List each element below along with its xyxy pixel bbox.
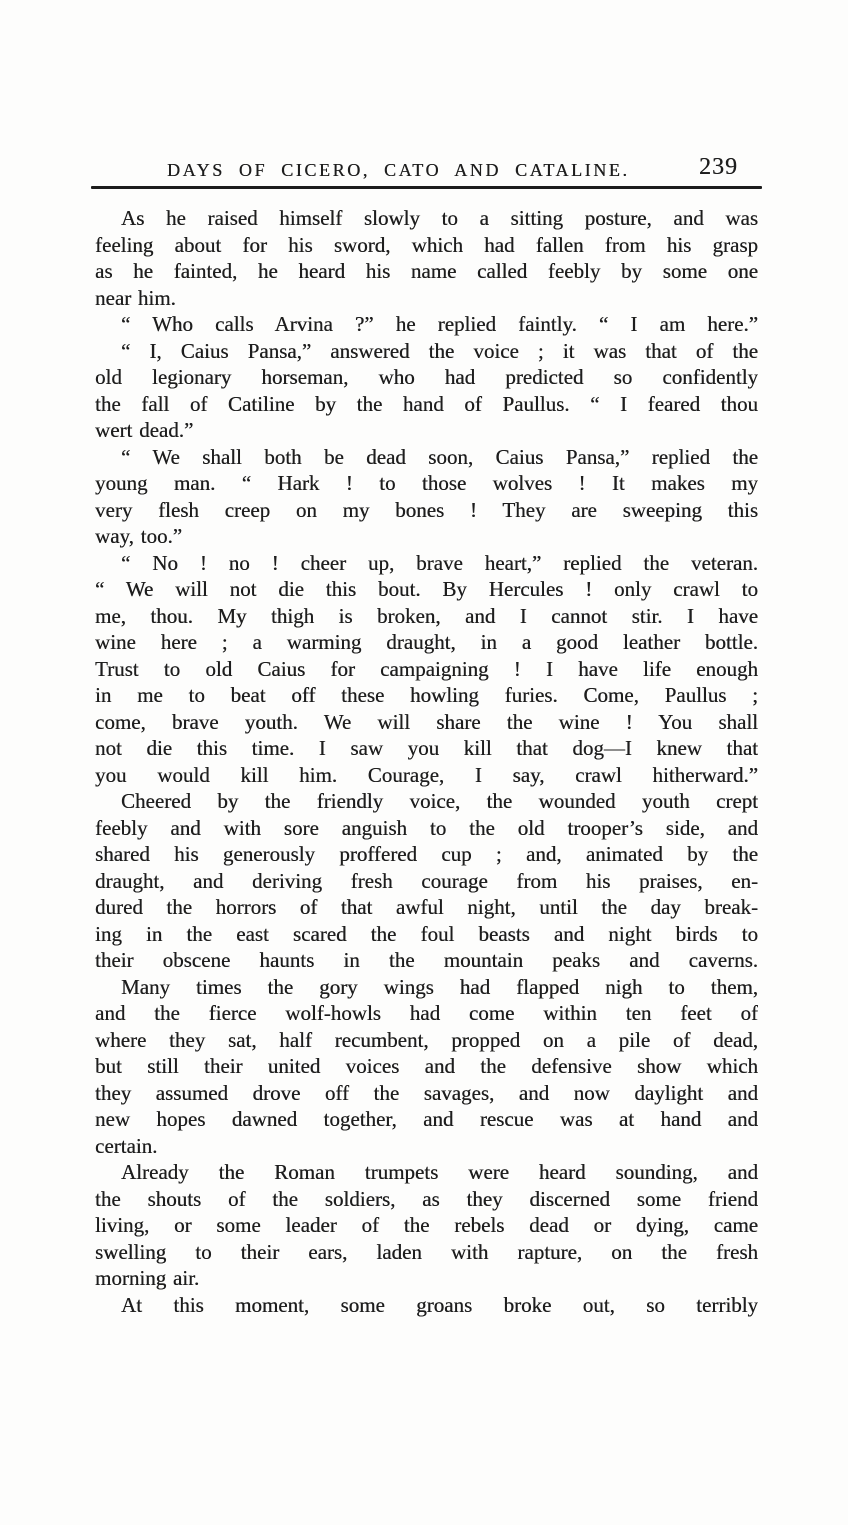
text-line: “ No ! no ! cheer up, brave heart,” replied the veteran. (121, 550, 758, 575)
paragraph (95, 338, 758, 444)
text-line: “ We shall both be dead soon, Caius Pansa,” replied the (121, 444, 758, 469)
text-line: they assumed drove off the savages, and now daylight and (95, 1080, 758, 1105)
text-line: ing in the east scared the foul beasts and night birds to (95, 921, 758, 946)
text-line: come, brave youth. We will share the wine ! You shall (95, 709, 758, 734)
page-number: 239 (699, 154, 738, 180)
text-line: Cheered by the friendly voice, the wounded youth crept (121, 789, 758, 813)
text-line: way, too.” (95, 524, 183, 548)
text-line: in me to beat off these howling furies. Come, Paullus ; (95, 683, 758, 707)
paragraph (95, 1159, 758, 1292)
page-body (95, 205, 758, 1318)
text-line: feebly and with sore anguish to the old trooper’s side, and (95, 815, 758, 840)
text-line: not die this time. I saw you kill that dog—I knew that (95, 736, 758, 760)
text-line: “ Who calls Arvina ?” he replied faintly. “ I am here.” (121, 312, 758, 336)
header-rule (91, 186, 762, 189)
text-line: their obscene haunts in the mountain peaks and caverns. (95, 948, 758, 972)
paragraph (95, 444, 758, 550)
page-header (95, 153, 758, 186)
text-line: Trust to old Caius for campaigning ! I have life enough (95, 656, 758, 681)
text-line: swelling to their ears, laden with rapture, on the fresh (95, 1239, 758, 1264)
text-line: dured the horrors of that awful night, until the day break- (95, 895, 758, 919)
paragraph (95, 550, 758, 789)
paragraph (95, 311, 758, 338)
text-line: as he fainted, he heard his name called feebly by some one (95, 259, 758, 283)
text-line: draught, and deriving fresh courage from his praises, en- (95, 868, 758, 893)
paragraph (95, 205, 758, 311)
paragraph (95, 788, 758, 974)
text-line: old legionary horseman, who had predicted so confidently (95, 365, 758, 389)
text-line: and the fierce wolf-howls had come within ten feet of (95, 1001, 758, 1025)
text-line: near him. (95, 285, 176, 310)
text-line: certain. (95, 1133, 158, 1158)
text-line: the fall of Catiline by the hand of Paullus. “ I feared thou (95, 391, 758, 416)
paragraph (95, 974, 758, 1160)
text-line: young man. “ Hark ! to those wolves ! It makes my (95, 471, 758, 495)
text-line: feeling about for his sword, which had fallen from his grasp (95, 232, 758, 257)
text-line: As he raised himself slowly to a sitting posture, and was (121, 206, 758, 230)
text-line: shared his generously proffered cup ; and, animated by the (95, 842, 758, 866)
text-line: “ I, Caius Pansa,” answered the voice ; it was that of the (121, 338, 758, 363)
text-line: morning air. (95, 1266, 200, 1290)
text-line: you would kill him. Courage, I say, crawl hitherward.” (95, 762, 758, 787)
text-line: very flesh creep on my bones ! They are sweeping this (95, 497, 758, 522)
text-column (95, 153, 758, 1318)
text-line: Already the Roman trumpets were heard sounding, and (121, 1160, 758, 1184)
text-line: me, thou. My thigh is broken, and I cannot stir. I have (95, 603, 758, 628)
text-line: the shouts of the soldiers, as they discerned some friend (95, 1186, 758, 1211)
text-line: At this moment, some groans broke out, so terribly (121, 1292, 758, 1317)
text-line: Many times the gory wings had flapped nigh to them, (121, 974, 758, 999)
paragraph (95, 1292, 758, 1319)
running-head-title: DAYS OF CICERO, CATO AND CATALINE. (167, 160, 630, 180)
text-line: where they sat, half recumbent, propped on a pile of dead, (95, 1027, 758, 1052)
text-line: “ We will not die this bout. By Hercules ! only crawl to (95, 577, 758, 601)
text-line: living, or some leader of the rebels dead or dying, came (95, 1213, 758, 1237)
text-line: wert dead.” (95, 418, 194, 442)
text-line: wine here ; a warming draught, in a good leather bottle. (95, 630, 758, 654)
text-line: but still their united voices and the defensive show which (95, 1054, 758, 1078)
text-line: new hopes dawned together, and rescue was at hand and (95, 1107, 758, 1131)
